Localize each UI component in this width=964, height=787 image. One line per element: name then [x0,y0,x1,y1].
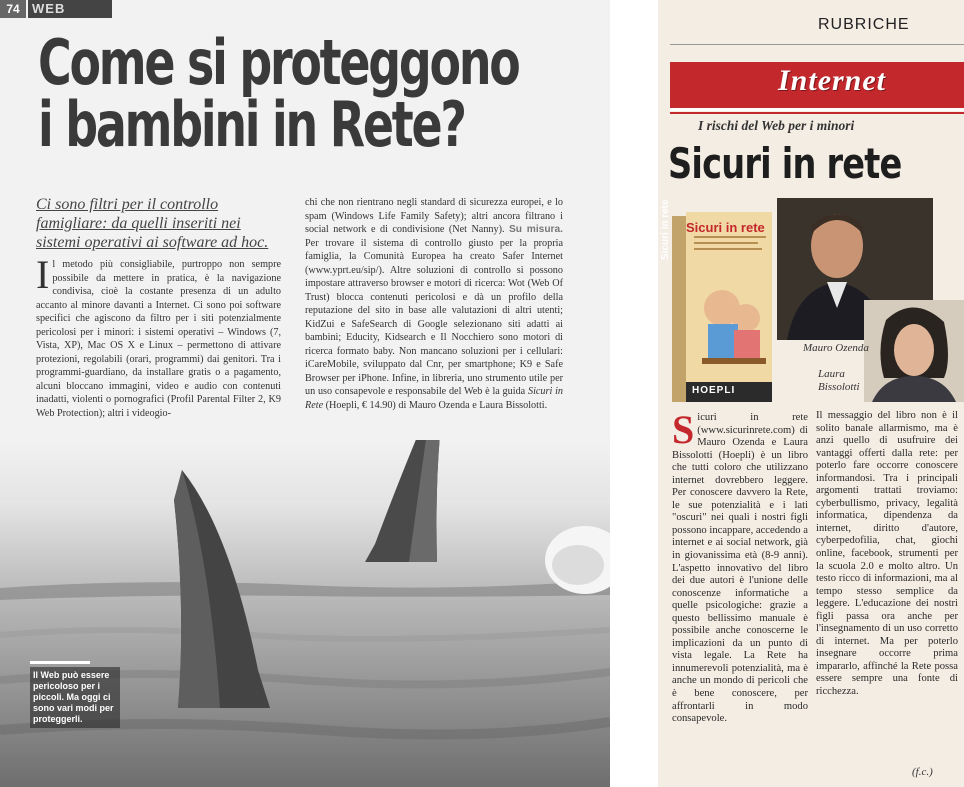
caption-marker [30,661,90,664]
author-signature: (f.c.) [912,766,933,778]
woman-portrait-icon [864,300,964,402]
book-cover-title: Sicuri in rete [686,220,765,235]
shark-fin-large-icon [170,470,280,710]
caption-mauro: Mauro Ozenda [803,342,869,354]
col2-text-end: (Hoepli, € 14.90) di Mauro Ozenda e Laura Bissolotti. [325,399,548,411]
right-page [658,0,964,787]
left-subtitle: Ci sono filtri per il controllo famigliare: da quelli inseriti nei sistemi operativi ai software ad hoc. [36,196,269,251]
section-tag: WEB [28,0,112,18]
right-drop-cap: S [672,407,695,452]
sea-illustration [0,440,610,787]
caption-laura: Laura Bissolotti [818,368,860,393]
category-title: Internet [778,64,887,97]
shark-fin-small-icon [365,440,445,564]
shark-fins-photo [0,440,610,787]
col2-lead-in: Su misura. [509,224,564,235]
book-spine-title: Sicuri in rete [660,199,671,260]
col2-text-before: chi che non rientrano negli standard di sicurezza europei, e lo spam (Windows Life Family Safety); altri ancora filtrano i social network e di condivisione (Net Nanny). [305,197,563,235]
col2-book-title: Sicuri in Rete [305,386,563,411]
book-cover-icon [672,212,772,402]
article-kicker: I rischi del Web per i minori [698,118,855,133]
section-rule [670,44,964,45]
left-column-2 [305,196,563,412]
left-headline [38,26,519,161]
headline-line1: Come si proteggono [38,26,519,99]
drop-cap: I [36,252,50,297]
page-number: 74 [0,0,26,18]
article-headline: Sicuri in rete [668,139,902,188]
col2-text-after: Per trovare il sistema di controllo giusto per la propria famiglia, la Comunità Europea ha creato Safer Internet (www.yprt.eu/sip/). Altre soluzioni di controllo si possono impostare attraverso browser e motori di ricerca: Wot (Web Of Trust) blocca contenuti pericolosi e dà un profilo della reputazione del sito in base alle valutazioni di altri utenti; KidZui e SafeSearch di Google selezionano siti adatti ai bambini; Educity, Kidsearch e Il Nocchiero sono motori di ricerca formato baby. Non mancano soluzioni per i cellulari: iCareMobile, sviluppato dal Cnr, per smartphone; K9 e Safe Browser per iPhone. Infine, in libreria, uno strumento utile per un uso consapevole e responsabile del Web è la guida [305,237,563,397]
col1-text: l metodo più consigliabile, purtroppo non sempre possibile da mettere in pratica, è la navigazione condivisa, cioè la costante presenza di un adulto accanto al minore davanti a Internet. Ci sono poi software specifici che agiscono da filtro per i siti potenzialmente pericolosi per i minori: i sistemi operativi – Windows (7, Vista, XP), Mac OS X e Linux – permettono di attivare protezioni, regolabili (orari, programmi) dai genitori. Tra i programmi-guardiano, da installare gratis o a pagamento, alcuni bloccano immagini, video e audio con contenuti inadatti, violenti o pornografici (Profil Parental Filter 2, K9 Web Protection); altri i videogio- [36,259,281,419]
page-gutter [610,0,658,787]
author-photo-laura [864,300,964,402]
right-column-1 [672,407,808,726]
book-publisher: HOEPLI [692,385,736,396]
band-stripe-lower [670,112,964,114]
right-column-2: Il messaggio del libro non è il solito banale allarmismo, ma è anzi quello di usufruire dei vantaggi offerti dalla rete: per poterlo fare occorre conoscere informandosi. Tra i principali argomenti trattati troviamo: cyberbullismo, privacy, legalità informatica, dipendenza da internet, diritto d'autore, cyberpedofilia, chat, giochi online, facebook, strumenti per la scuola 2.0 e molto altro. Un testo ricco di informazioni, ma al tempo stesso semplice da leggere. L'educazione dei nostri figli passa ora anche per l'insegnamento di un uso corretto di internet. Ma per poterlo insegnare occorre prima impararlo, affinché la Rete possa essere sempre una fonte di ricchezza. [816,410,958,698]
band-stripe [670,108,964,111]
section-label: RUBRICHE [818,16,910,33]
photo-caption: Il Web può essere pericoloso per i piccoli. Ma oggi ci sono vari modi per proteggerli. [30,667,120,728]
left-column-1 [36,252,281,420]
headline-line2: i bambini in Rete? [38,88,465,161]
right-col1-text: icuri in rete (www.sicurinrete.com) di Mauro Ozenda e Laura Bissolotti (Hoepli) è un libro che tutti coloro che utilizzano internet dovrebbero leggere. Per conoscere davvero la Rete, le sue potenzialità e i lati "oscuri" nei quali i nostri figli possono incappare, accedendo a internet e ai social network, già in giovanissima età (8-9 anni). L'aspetto innovativo del libro dei due autori è l'unione delle conoscenze informatiche a quelle psicologiche: grazie a questo bellissimo manuale è possibile anche conoscerne le implicazioni da un punto di vista legale. La Rete ha innumerevoli potenzialità, ma è anche un mondo di pericoli che è bene conoscere, per affrontarli in modo consapevole. [672,412,808,725]
